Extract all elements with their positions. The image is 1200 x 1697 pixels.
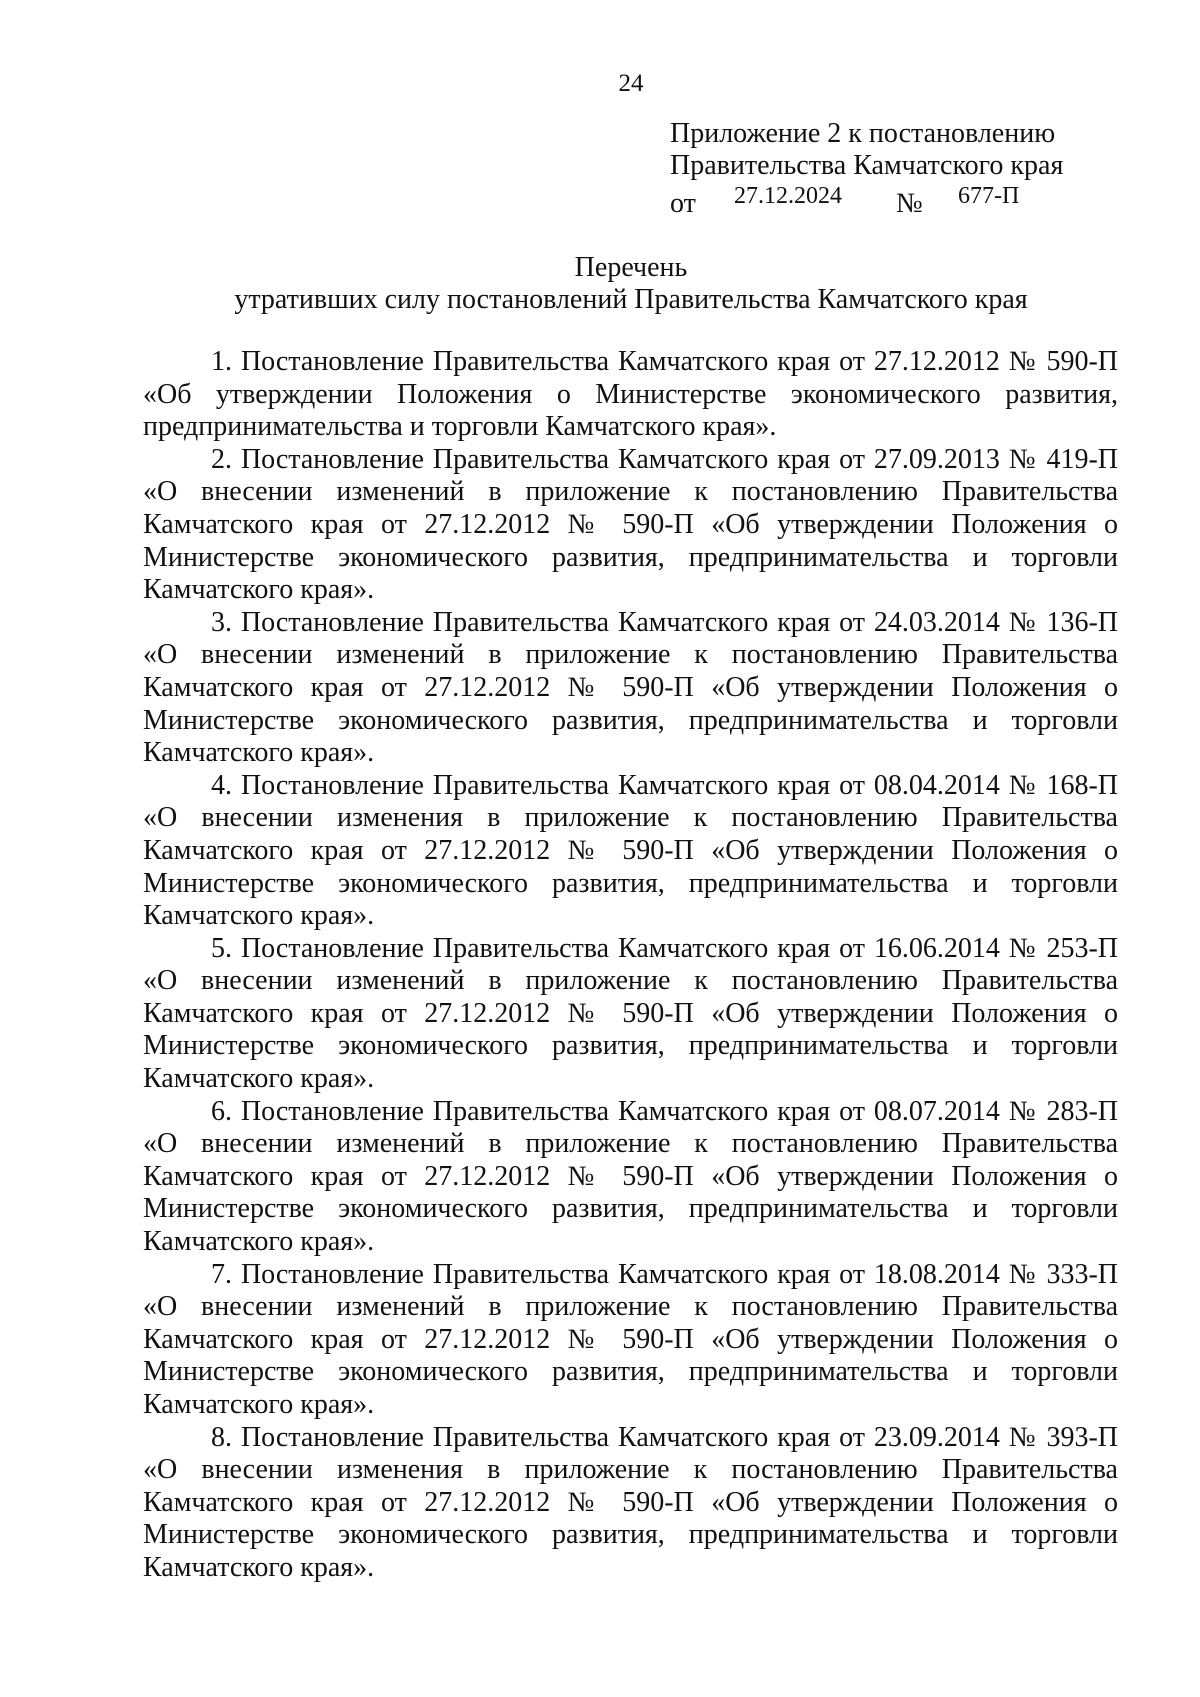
title-line-1: Перечень — [574, 252, 688, 283]
list-item: 5. Постановление Правительства Камчатского края от 16.06.2014 № 253-П «О внесении изменений в приложение к постановлению Правительства Камчатского края от 27.12.2012 № 590-П «Об утверждении Положения о Министерстве экономического развития, предпринимательства и торговли Камчатского края». — [143, 932, 1118, 1095]
document-title — [0, 252, 1200, 316]
page-number: 24 — [618, 70, 644, 97]
list-item: 7. Постановление Правительства Камчатского края от 18.08.2014 № 333-П «О внесении изменений в приложение к постановлению Правительства Камчатского края от 27.12.2012 № 590-П «Об утверждении Положения о Министерстве экономического развития, предпринимательства и торговли Камчатского края». — [143, 1258, 1118, 1420]
appendix-date-number-line — [670, 182, 1063, 218]
title-line-2: утративших силу постановлений Правительства Камчатского края — [234, 284, 1028, 315]
list-item: 4. Постановление Правительства Камчатского края от 08.04.2014 № 168-П «О внесении изменения в приложение к постановлению Правительства Камчатского края от 27.12.2012 № 590-П «Об утверждении Положения о Министерстве экономического развития, предпринимательства и торговли Камчатского края». — [143, 769, 1118, 932]
appendix-line-1: Приложение 2 к постановлению — [670, 118, 1056, 149]
list-item: 8. Постановление Правительства Камчатского края от 23.09.2014 № 393-П «О внесении изменения в приложение к постановлению Правительства Камчатского края от 27.12.2012 № 590-П «Об утверждении Положения о Министерстве экономического развития, предпринимательства и торговли Камчатского края». — [143, 1421, 1118, 1583]
list-item: 6. Постановление Правительства Камчатского края от 08.07.2014 № 283-П «О внесении изменений в приложение к постановлению Правительства Камчатского края от 27.12.2012 № 590-П «Об утверждении Положения о Министерстве экономического развития, предпринимательства и торговли Камчатского края». — [143, 1095, 1118, 1258]
appendix-line-2: Правительства Камчатского края — [670, 150, 1064, 181]
revoked-acts-list — [143, 346, 1118, 1585]
appendix-number-sign: № — [896, 188, 923, 219]
appendix-header — [670, 118, 1063, 218]
appendix-number: 677-П — [958, 183, 1020, 209]
list-item: 3. Постановление Правительства Камчатского края от 24.03.2014 № 136-П «О внесении изменений в приложение к постановлению Правительства Камчатского края от 27.12.2012 № 590-П «Об утверждении Положения о Министерстве экономического развития, предпринимательства и торговли Камчатского края». — [143, 606, 1118, 769]
appendix-date: 27.12.2024 — [734, 183, 842, 209]
list-item: 1. Постановление Правительства Камчатского края от 27.12.2012 № 590-П «Об утверждении Положения о Министерстве экономического развития, предпринимательства и торговли Камчатского края». — [143, 346, 1118, 443]
appendix-ot-label: от — [670, 188, 696, 219]
list-item: 2. Постановление Правительства Камчатского края от 27.09.2013 № 419-П «О внесении изменений в приложение к постановлению Правительства Камчатского края от 27.12.2012 № 590-П «Об утверждении Положения о Министерстве экономического развития, предпринимательства и торговли Камчатского края». — [143, 443, 1118, 606]
